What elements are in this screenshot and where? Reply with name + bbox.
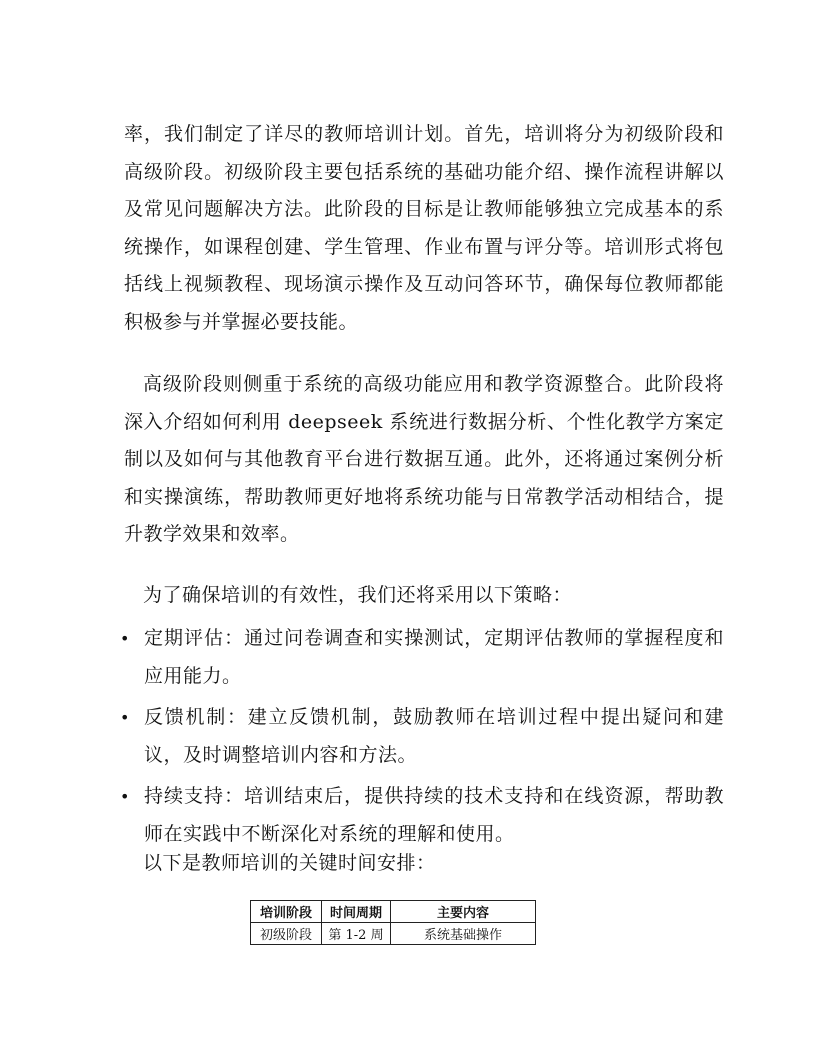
list-item xyxy=(120,778,724,853)
paragraph-advanced-stage: 高级阶段则侧重于系统的高级功能应用和教学资源整合。此阶段将深入介绍如何利用 deepseek 系统进行数据分析、个性化教学方案定制以及如何与其他教育平台进行数据互通。此外，还将通过案例分析和实操演练，帮助教师更好地将系统功能与日常教学活动相结合，提升教学效果和效率。 xyxy=(124,373,724,545)
table-cell: 系统基础操作 xyxy=(391,923,536,945)
strategy-list xyxy=(120,620,724,857)
list-item xyxy=(120,620,724,695)
paragraph-strategy-intro: 为了确保培训的有效性，我们还将采用以下策略： xyxy=(143,584,573,606)
table-header-row xyxy=(251,901,536,923)
schedule-table-wrapper xyxy=(250,900,536,945)
table-header-cell: 主要内容 xyxy=(391,901,536,923)
bullet-icon: • xyxy=(120,787,130,806)
bullet-icon: • xyxy=(120,629,130,648)
table-cell: 第 1-2 周 xyxy=(322,923,391,945)
table-header-cell: 时间周期 xyxy=(322,901,391,923)
list-item-text: 定期评估：通过问卷调查和实操测试，定期评估教师的掌握程度和应用能力。 xyxy=(144,627,724,687)
schedule-table xyxy=(250,900,536,945)
paragraph-schedule-intro: 以下是教师培训的关键时间安排： xyxy=(143,852,436,874)
list-item-text: 持续支持：培训结束后，提供持续的技术支持和在线资源，帮助教师在实践中不断深化对系统的理解和使用。 xyxy=(144,785,724,845)
table-cell: 初级阶段 xyxy=(251,923,322,945)
list-item-text: 反馈机制：建立反馈机制，鼓励教师在培训过程中提出疑问和建议，及时调整培训内容和方法。 xyxy=(144,706,724,766)
list-item xyxy=(120,699,724,774)
table-header-cell: 培训阶段 xyxy=(251,901,322,923)
table-row xyxy=(251,923,536,945)
paragraph-training-plan: 率，我们制定了详尽的教师培训计划。首先，培训将分为初级阶段和高级阶段。初级阶段主要包括系统的基础功能介绍、操作流程讲解以及常见问题解决方法。此阶段的目标是让教师能够独立完成基本的系统操作，如课程创建、学生管理、作业布置与评分等。培训形式将包括线上视频教程、现场演示操作及互动问答环节，确保每位教师都能积极参与并掌握必要技能。 xyxy=(124,123,724,333)
bullet-icon: • xyxy=(120,708,130,727)
